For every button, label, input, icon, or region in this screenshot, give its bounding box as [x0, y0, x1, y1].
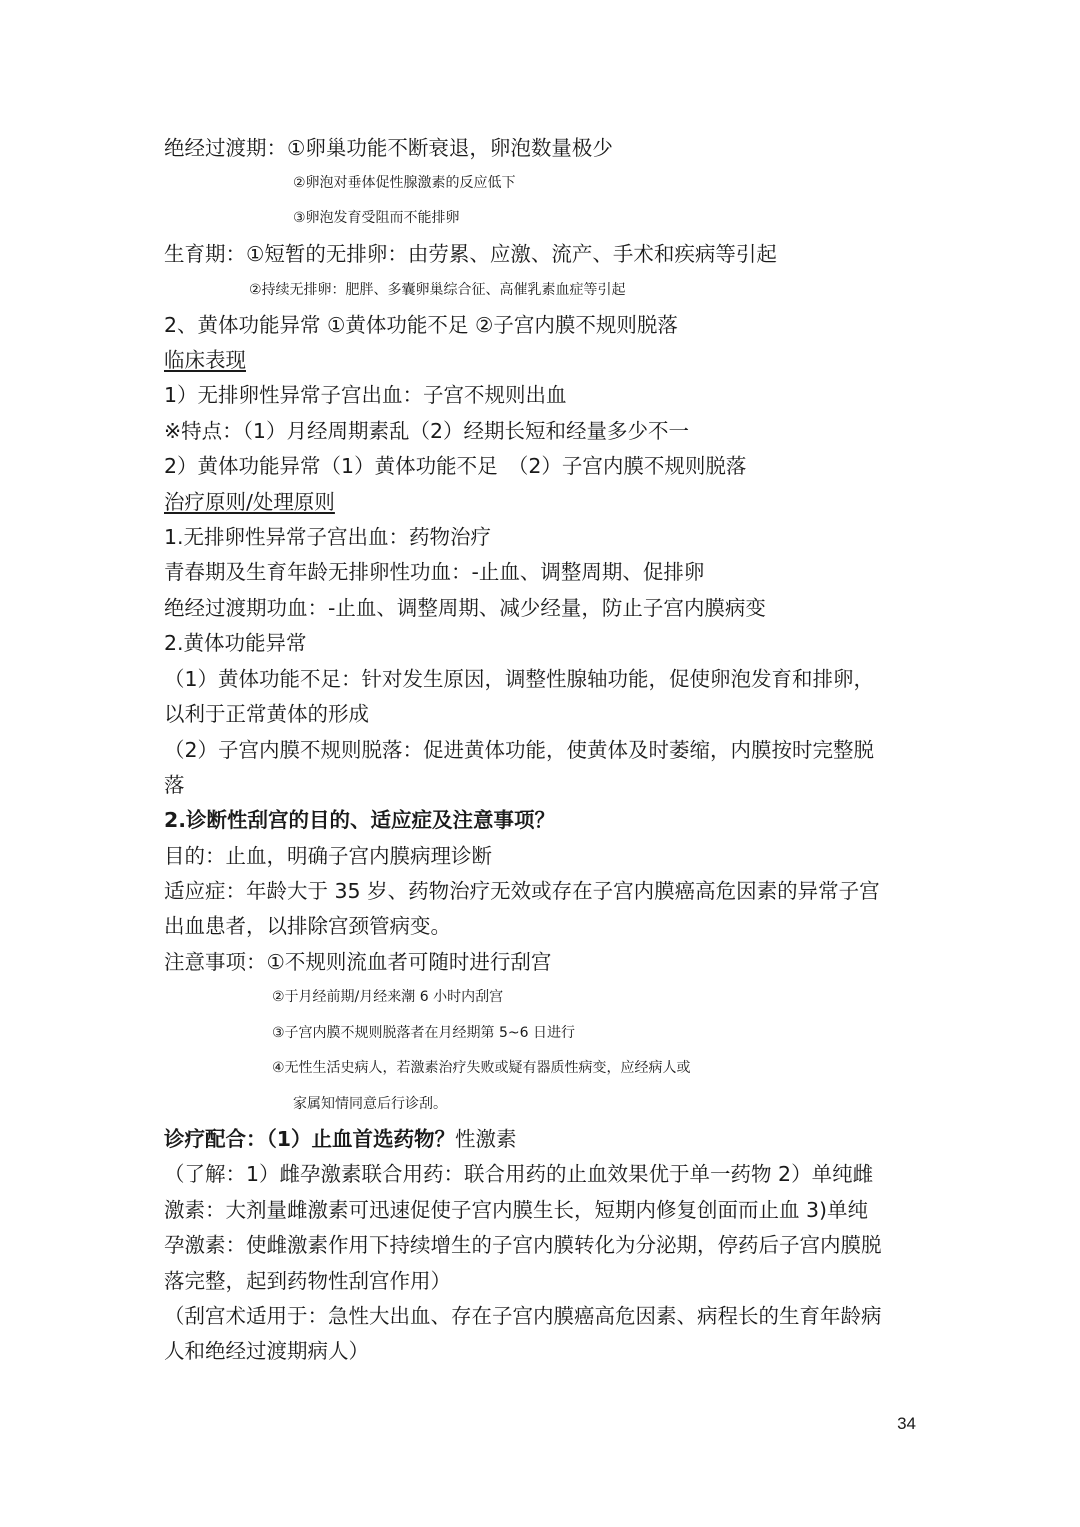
- answer-text: 性激素: [455, 1127, 517, 1151]
- section-heading: 治疗原则/处理原则: [164, 490, 335, 514]
- text-line: 激素：大剂量雌激素可迅速促使子宫内膜生长，短期内修复创面而止血 3)单纯: [164, 1198, 869, 1222]
- text-line: ③子宫内膜不规则脱落者在月经期第 5~6 日进行: [272, 1025, 575, 1041]
- text-line: 适应症：年龄大于 35 岁、药物治疗无效或存在子宫内膜癌高危因素的异常子宫: [164, 879, 880, 903]
- text-line: 2）黄体功能异常（1）黄体功能不足 （2）子宫内膜不规则脱落: [164, 454, 747, 478]
- text-line: ④无性生活史病人，若激素治疗失败或疑有器质性病变，应经病人或: [272, 1060, 691, 1076]
- text-line: （刮宫术适用于：急性大出血、存在子宫内膜癌高危因素、病程长的生育年龄病: [164, 1304, 882, 1328]
- text-line: 人和绝经过渡期病人）: [164, 1339, 369, 1363]
- text-line: （了解：1）雌孕激素联合用药：联合用药的止血效果优于单一药物 2）单纯雌: [164, 1162, 874, 1186]
- text-line: 以利于正常黄体的形成: [164, 702, 369, 726]
- text-line: ②持续无排卵：肥胖、多囊卵巢综合征、高催乳素血症等引起: [249, 282, 626, 298]
- text-line: 绝经过渡期功血：-止血、调整周期、减少经量，防止子宫内膜病变: [164, 596, 766, 620]
- section-heading: 临床表现: [164, 348, 246, 372]
- text-line: 青春期及生育年龄无排卵性功血：-止血、调整周期、促排卵: [164, 560, 705, 584]
- text-line: 绝经过渡期：①卵巢功能不断衰退，卵泡数量极少: [164, 136, 613, 160]
- text-line: 目的：止血，明确子宫内膜病理诊断: [164, 844, 492, 868]
- text-line: ②于月经前期/月经来潮 6 小时内刮宫: [272, 989, 504, 1005]
- text-line: 1.无排卵性异常子宫出血：药物治疗: [164, 525, 492, 549]
- bold-question: 诊疗配合：（1）止血首选药物？: [164, 1127, 456, 1151]
- text-line: （2）子宫内膜不规则脱落：促进黄体功能，使黄体及时萎缩，内膜按时完整脱: [164, 738, 875, 762]
- text-line: 生育期：①短暂的无排卵：由劳累、应激、流产、手术和疾病等引起: [164, 242, 777, 266]
- text-line: [164, 1125, 924, 1153]
- text-line: （1）黄体功能不足：针对发生原因，调整性腺轴功能，促使卵泡发育和排卵，: [164, 667, 875, 691]
- text-line: 2、黄体功能异常 ①黄体功能不足 ②子宫内膜不规则脱落: [164, 313, 678, 337]
- text-line: 落完整，起到药物性刮宫作用）: [164, 1269, 451, 1293]
- text-line: 落: [164, 773, 185, 797]
- page-number: 34: [897, 1414, 916, 1433]
- text-line: 孕激素：使雌激素作用下持续增生的子宫内膜转化为分泌期，停药后子宫内膜脱: [164, 1233, 882, 1257]
- text-line: 注意事项：①不规则流血者可随时进行刮宫: [164, 950, 552, 974]
- text-line: 家属知情同意后行诊刮。: [293, 1096, 447, 1112]
- text-line: ③卵泡发育受阻而不能排卵: [293, 210, 460, 226]
- text-line: 1）无排卵性异常子宫出血：子宫不规则出血: [164, 383, 567, 407]
- text-line: ②卵泡对垂体促性腺激素的反应低下: [293, 175, 516, 191]
- text-line: ※特点：（1）月经周期素乱（2）经期长短和经量多少不一: [164, 419, 690, 443]
- text-line: 出血患者，以排除宫颈管病变。: [164, 914, 451, 938]
- text-line: 2.黄体功能异常: [164, 631, 307, 655]
- question-heading: 2.诊断性刮宫的目的、适应症及注意事项？: [164, 808, 556, 832]
